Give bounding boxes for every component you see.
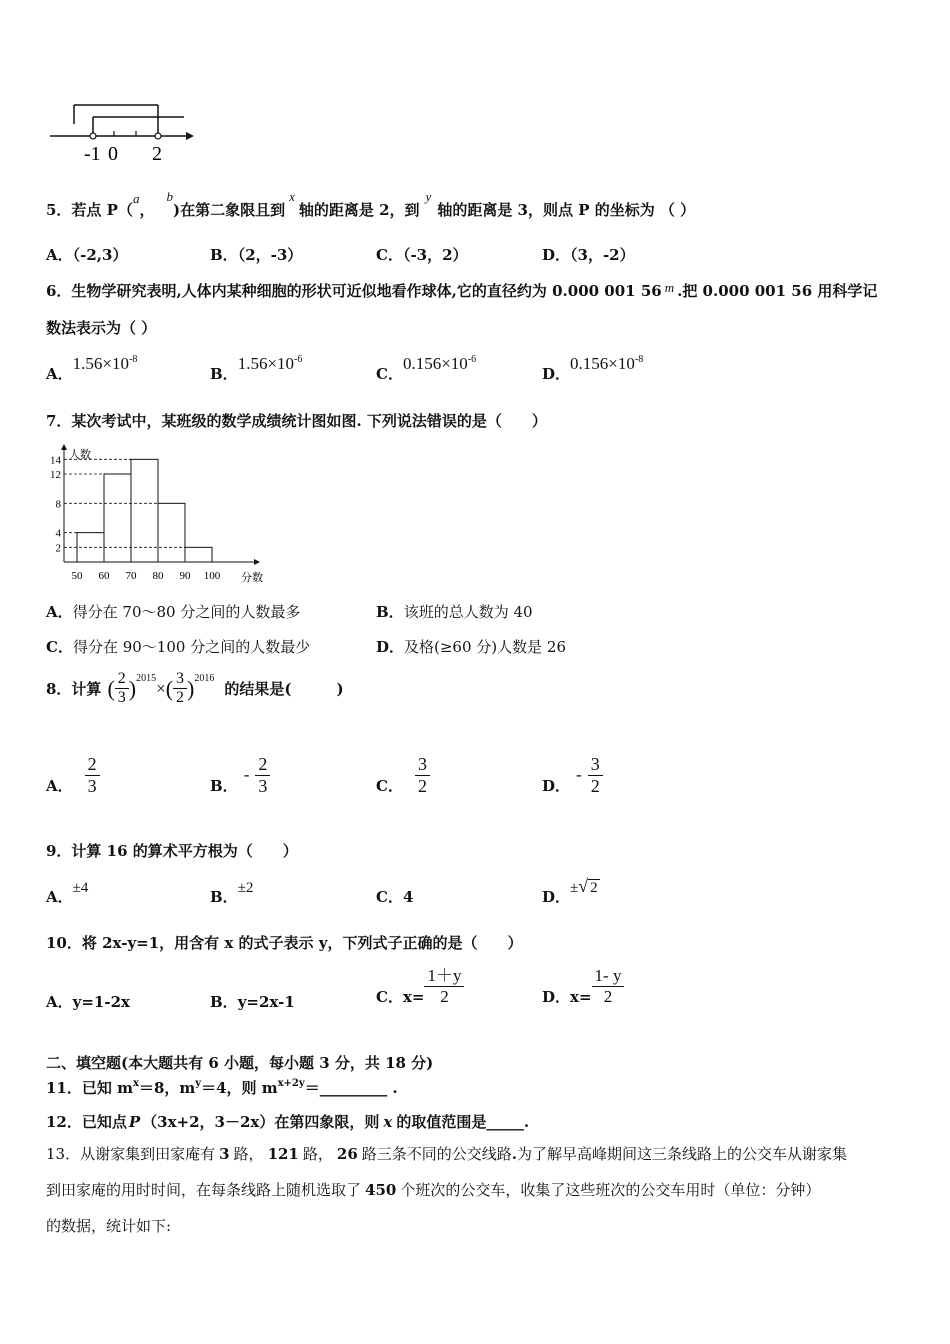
q9-option-b[interactable]: B．±2 xyxy=(210,880,254,906)
q7-option-c[interactable]: C．得分在 90～100 分之间的人数最少 xyxy=(46,638,311,656)
q7-option-a[interactable]: A．得分在 70～80 分之间的人数最多 xyxy=(46,603,301,621)
q5-option-a[interactable]: A．（-2,3） xyxy=(46,246,128,264)
x-tick-label: 90 xyxy=(179,570,191,582)
score-histogram xyxy=(40,444,265,586)
number-line-figure xyxy=(46,100,196,168)
numberline-label: 0 xyxy=(108,143,118,165)
q6-option-c[interactable]: C．$0.156\times 10^{-6}$ xyxy=(376,354,477,383)
q6-option-a[interactable]: A．$1.56\times 10^{-8}$ xyxy=(46,354,138,383)
y-tick-label: 12 xyxy=(50,469,61,481)
q8-option-c[interactable]: C． $\frac{3}{2}$ xyxy=(376,754,430,796)
histogram-bar xyxy=(104,474,131,562)
question-9-stem: 9．计算 16 的算术平方根为（ ） xyxy=(46,842,298,860)
section-2-title: 二、填空题(本大题共有 6 小题，每小题 3 分，共 18 分) xyxy=(46,1054,434,1072)
numberline-label: 2 xyxy=(152,143,162,165)
histogram-bar xyxy=(185,547,212,562)
question-10-stem: 10．将 2x-y=1，用含有 x 的式子表示 y，下列式子正确的是（ ） xyxy=(46,934,523,952)
numberline-label: -1 xyxy=(84,143,101,165)
q9-option-c[interactable]: C．4 xyxy=(376,888,414,906)
question-13-line2: 到田家庵的用时时间，在每条线路上随机选取了 450 个班次的公交车，收集了这些班次的公交车用时（单位：分钟） xyxy=(46,1181,821,1199)
question-12: 12．已知点 P （3x+2，3－2x）在第四象限，则 x 的取值范围是_____. xyxy=(46,1113,530,1131)
x-tick-label: 70 xyxy=(125,570,137,582)
question-11: 11．已知 $m^x=8$，$m^y=4$，则 $m^{x+2y}=\_\_\_\_\_\_\_\_\_$ . xyxy=(46,1078,398,1097)
q7-option-d[interactable]: D．及格(≥60 分)人数是 26 xyxy=(376,638,566,656)
x-axis-arrow xyxy=(254,559,260,565)
histogram-bar xyxy=(158,503,185,562)
x-tick-label: 60 xyxy=(98,570,110,582)
q8-option-b[interactable]: B． - $\frac{2}{3}$ xyxy=(210,754,270,796)
q9-option-d[interactable]: D．±√ 2 xyxy=(542,876,598,906)
y-tick-label: 8 xyxy=(55,498,61,511)
q7-option-b[interactable]: B．该班的总人数为 40 xyxy=(376,603,533,621)
question-6-stem-line2: 数法表示为（ ） xyxy=(46,319,157,337)
q6-option-b[interactable]: B．$1.56\times 10^{-6}$ xyxy=(210,354,303,383)
q8-option-d[interactable]: D． - $\frac{3}{2}$ xyxy=(542,754,603,796)
x-axis-label: 分数 xyxy=(241,572,263,584)
q5-option-b[interactable]: B．（2，-3） xyxy=(210,246,303,264)
y-axis-label: 人数 xyxy=(69,449,91,461)
q9-option-a[interactable]: A．±4 xyxy=(46,880,89,906)
q10-option-b[interactable]: B．y=2x-1 xyxy=(210,993,295,1011)
q8-option-a[interactable]: A． $\frac{2}{3}$ xyxy=(46,754,100,796)
y-tick-label: 2 xyxy=(55,542,61,555)
q10-option-c[interactable]: C．x= $\frac{1+y}{2}$ xyxy=(376,966,464,1006)
histogram-bar xyxy=(131,459,158,562)
question-5-stem: 5．若点 P（a，b)在第二象限且到x轴的距离是 2，到y轴的距离是 3，则点 P 的坐标为 （ ） xyxy=(46,189,696,219)
question-8-stem: 8．计算 ( $\frac{2}{3}$ ) 2015 × ( $\frac{3}{2}$ ) 2016 的结果是( ) xyxy=(46,670,344,707)
x-tick-label: 50 xyxy=(71,570,83,582)
y-axis-arrow xyxy=(61,444,67,450)
q5-option-d[interactable]: D．（3，-2） xyxy=(542,246,635,264)
x-tick-label: 80 xyxy=(152,570,164,582)
q5-option-c[interactable]: C．（-3，2） xyxy=(376,246,468,264)
question-13-line1: 13．从谢家集到田家庵有 3 路， 121 路， 26 路三条不同的公交线路.为了解早高峰期间这三条线路上的公交车从谢家集 xyxy=(46,1145,848,1163)
x-tick-label: 100 xyxy=(203,570,221,582)
q6-option-d[interactable]: D．$0.156\times 10^{-8}$ xyxy=(542,354,644,383)
question-6-stem: 6．生物学研究表明,人体内某种细胞的形状可近似地看作球体,它的直径约为 0.000 001 56 m .把 0.000 001 56 用科学记 xyxy=(46,280,878,300)
q10-option-a[interactable]: A．y=1-2x xyxy=(46,993,130,1011)
question-13-line3: 的数据，统计如下: xyxy=(46,1217,172,1235)
q10-option-d[interactable]: D．x= $\frac{1- y}{2}$ xyxy=(542,966,624,1006)
question-7-stem: 7．某次考试中，某班级的数学成绩统计图如图. 下列说法错误的是（ ） xyxy=(46,412,547,430)
y-tick-label: 4 xyxy=(55,527,61,540)
y-tick-label: 14 xyxy=(50,454,61,467)
